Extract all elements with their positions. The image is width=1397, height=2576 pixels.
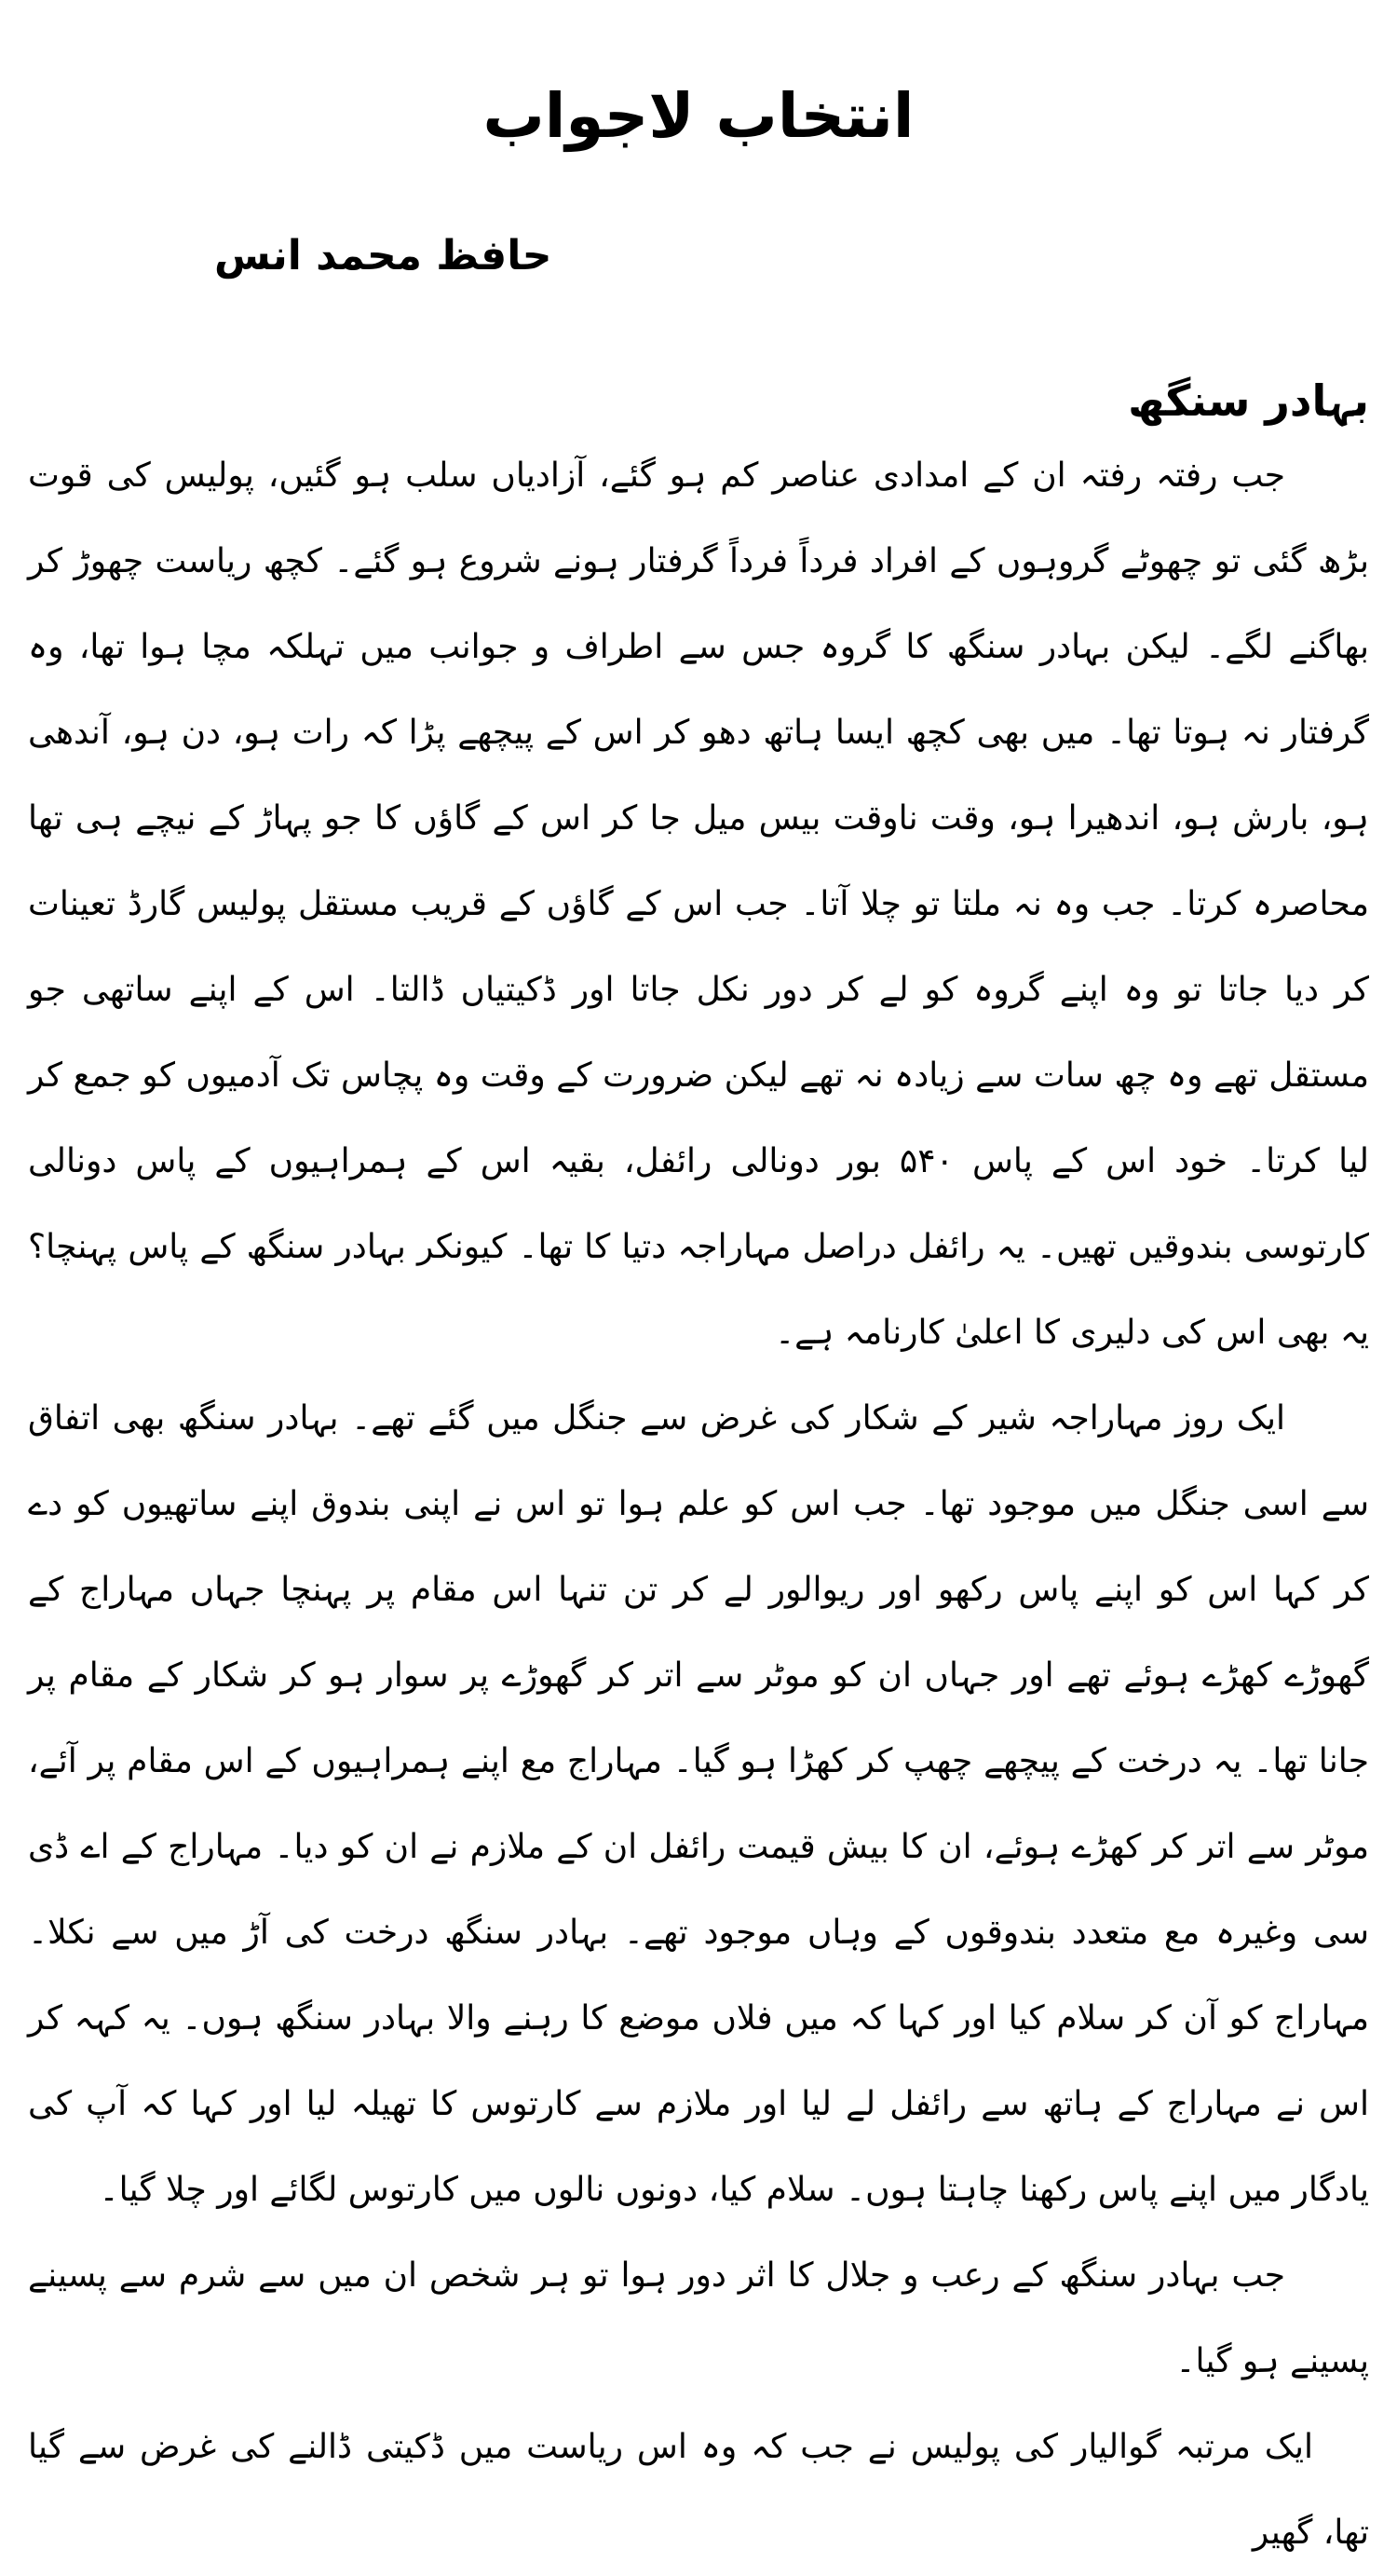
paragraph-2: ایک روز مہاراجہ شیر کے شکار کی غرض سے جنگل میں گئے تھے۔ بہادر سنگھ بھی اتفاق سے اسی جنگل میں موجود تھا۔ جب اس کو علم ہوا تو اس نے اپنی بندوق اپنے ساتھیوں کو دے کر کہا اس کو اپنے پاس رکھو اور ریوالور لے کر تن تنہا اس مقام پر پہنچا جہاں مہاراج کے گھوڑے کھڑے ہوئے تھے اور جہاں ان کو موٹر سے اتر کر گھوڑے پر سوار ہو کر شکار کے مقام پر جانا تھا۔ یہ درخت کے پیچھے چھپ کر کھڑا ہو گیا۔ مہاراج مع اپنے ہمراہیوں کے اس مقام پر آئے، موٹر سے اتر کر کھڑے ہوئے، ان کا بیش قیمت رائفل ان کے ملازم نے ان کو دیا۔ مہاراج کے اے ڈی سی وغیرہ مع متعدد بندوقوں کے وہاں موجود تھے۔ بہادر سنگھ درخت کی آڑ میں سے نکلا۔ مہاراج کو آن کر سلام کیا اور کہا کہ میں فلاں موضع کا رہنے والا بہادر سنگھ ہوں۔ یہ کہہ کر اس نے مہاراج کے ہاتھ سے رائفل لے لیا اور ملازم سے کارتوس کا تھیلہ لیا اور کہا کہ آپ کی یادگار میں اپنے پاس رکھنا چاہتا ہوں۔ سلام کیا، دونوں نالوں میں کارتوس لگائے اور چلا گیا۔ — [28, 1399, 1369, 2209]
paragraph-1: جب رفتہ رفتہ ان کے امدادی عناصر کم ہو گئے، آزادیاں سلب ہو گئیں، پولیس کی قوت بڑھ گئی تو چھوٹے گروہوں کے افراد فرداً فرداً گرفتار ہونے شروع ہو گئے۔ کچھ ریاست چھوڑ کر بھاگنے لگے۔ لیکن بہادر سنگھ کا گروہ جس سے اطراف و جوانب میں تہلکہ مچا ہوا تھا، وہ گرفتار نہ ہوتا تھا۔ میں بھی کچھ ایسا ہاتھ دھو کر اس کے پیچھے پڑا کہ رات ہو، دن ہو، آندھی ہو، بارش ہو، اندھیرا ہو، وقت ناوقت بیس میل جا کر اس کے گاؤں کا جو پہاڑ کے نیچے ہی تھا محاصرہ کرتا۔ جب وہ نہ ملتا تو چلا آتا۔ جب اس کے گاؤں کے قریب مستقل پولیس گارڈ تعینات کر دیا جاتا تو وہ اپنے گروہ کو لے کر دور نکل جاتا اور ڈکیتیاں ڈالتا۔ اس کے اپنے ساتھی جو مستقل تھے وہ چھ سات سے زیادہ نہ تھے لیکن ضرورت کے وقت وہ پچاس تک آدمیوں کو جمع کر لیا کرتا۔ خود اس کے پاس ۵۴۰ بور دونالی رائفل، بقیہ اس کے ہمراہیوں کے پاس دونالی کارتوسی بندوقیں تھیں۔ یہ رائفل دراصل مہاراجہ دتیا کا تھا۔ کیونکر بہادر سنگھ کے پاس پہنچا؟ یہ بھی اس کی دلیری کا اعلیٰ کارنامہ ہے۔ — [28, 457, 1369, 1352]
paragraph-3: جب بہادر سنگھ کے رعب و جلال کا اثر دور ہوا تو ہر شخص ان میں سے شرم سے پسینے پسینے ہو گیا۔ — [28, 2256, 1369, 2380]
page-title: انتخاب لاجواب — [482, 80, 915, 152]
section-heading: بہادر سنگھ — [1128, 375, 1369, 426]
body-text — [28, 433, 1369, 2576]
author-label: حافظ محمد انس — [214, 232, 552, 279]
paragraph-4: ایک مرتبہ گوالیار کی پولیس نے جب کہ وہ اس ریاست میں ڈکیتی ڈالنے کی غرض سے گیا تھا، گھیر — [28, 2428, 1369, 2552]
author-name — [214, 224, 1397, 289]
